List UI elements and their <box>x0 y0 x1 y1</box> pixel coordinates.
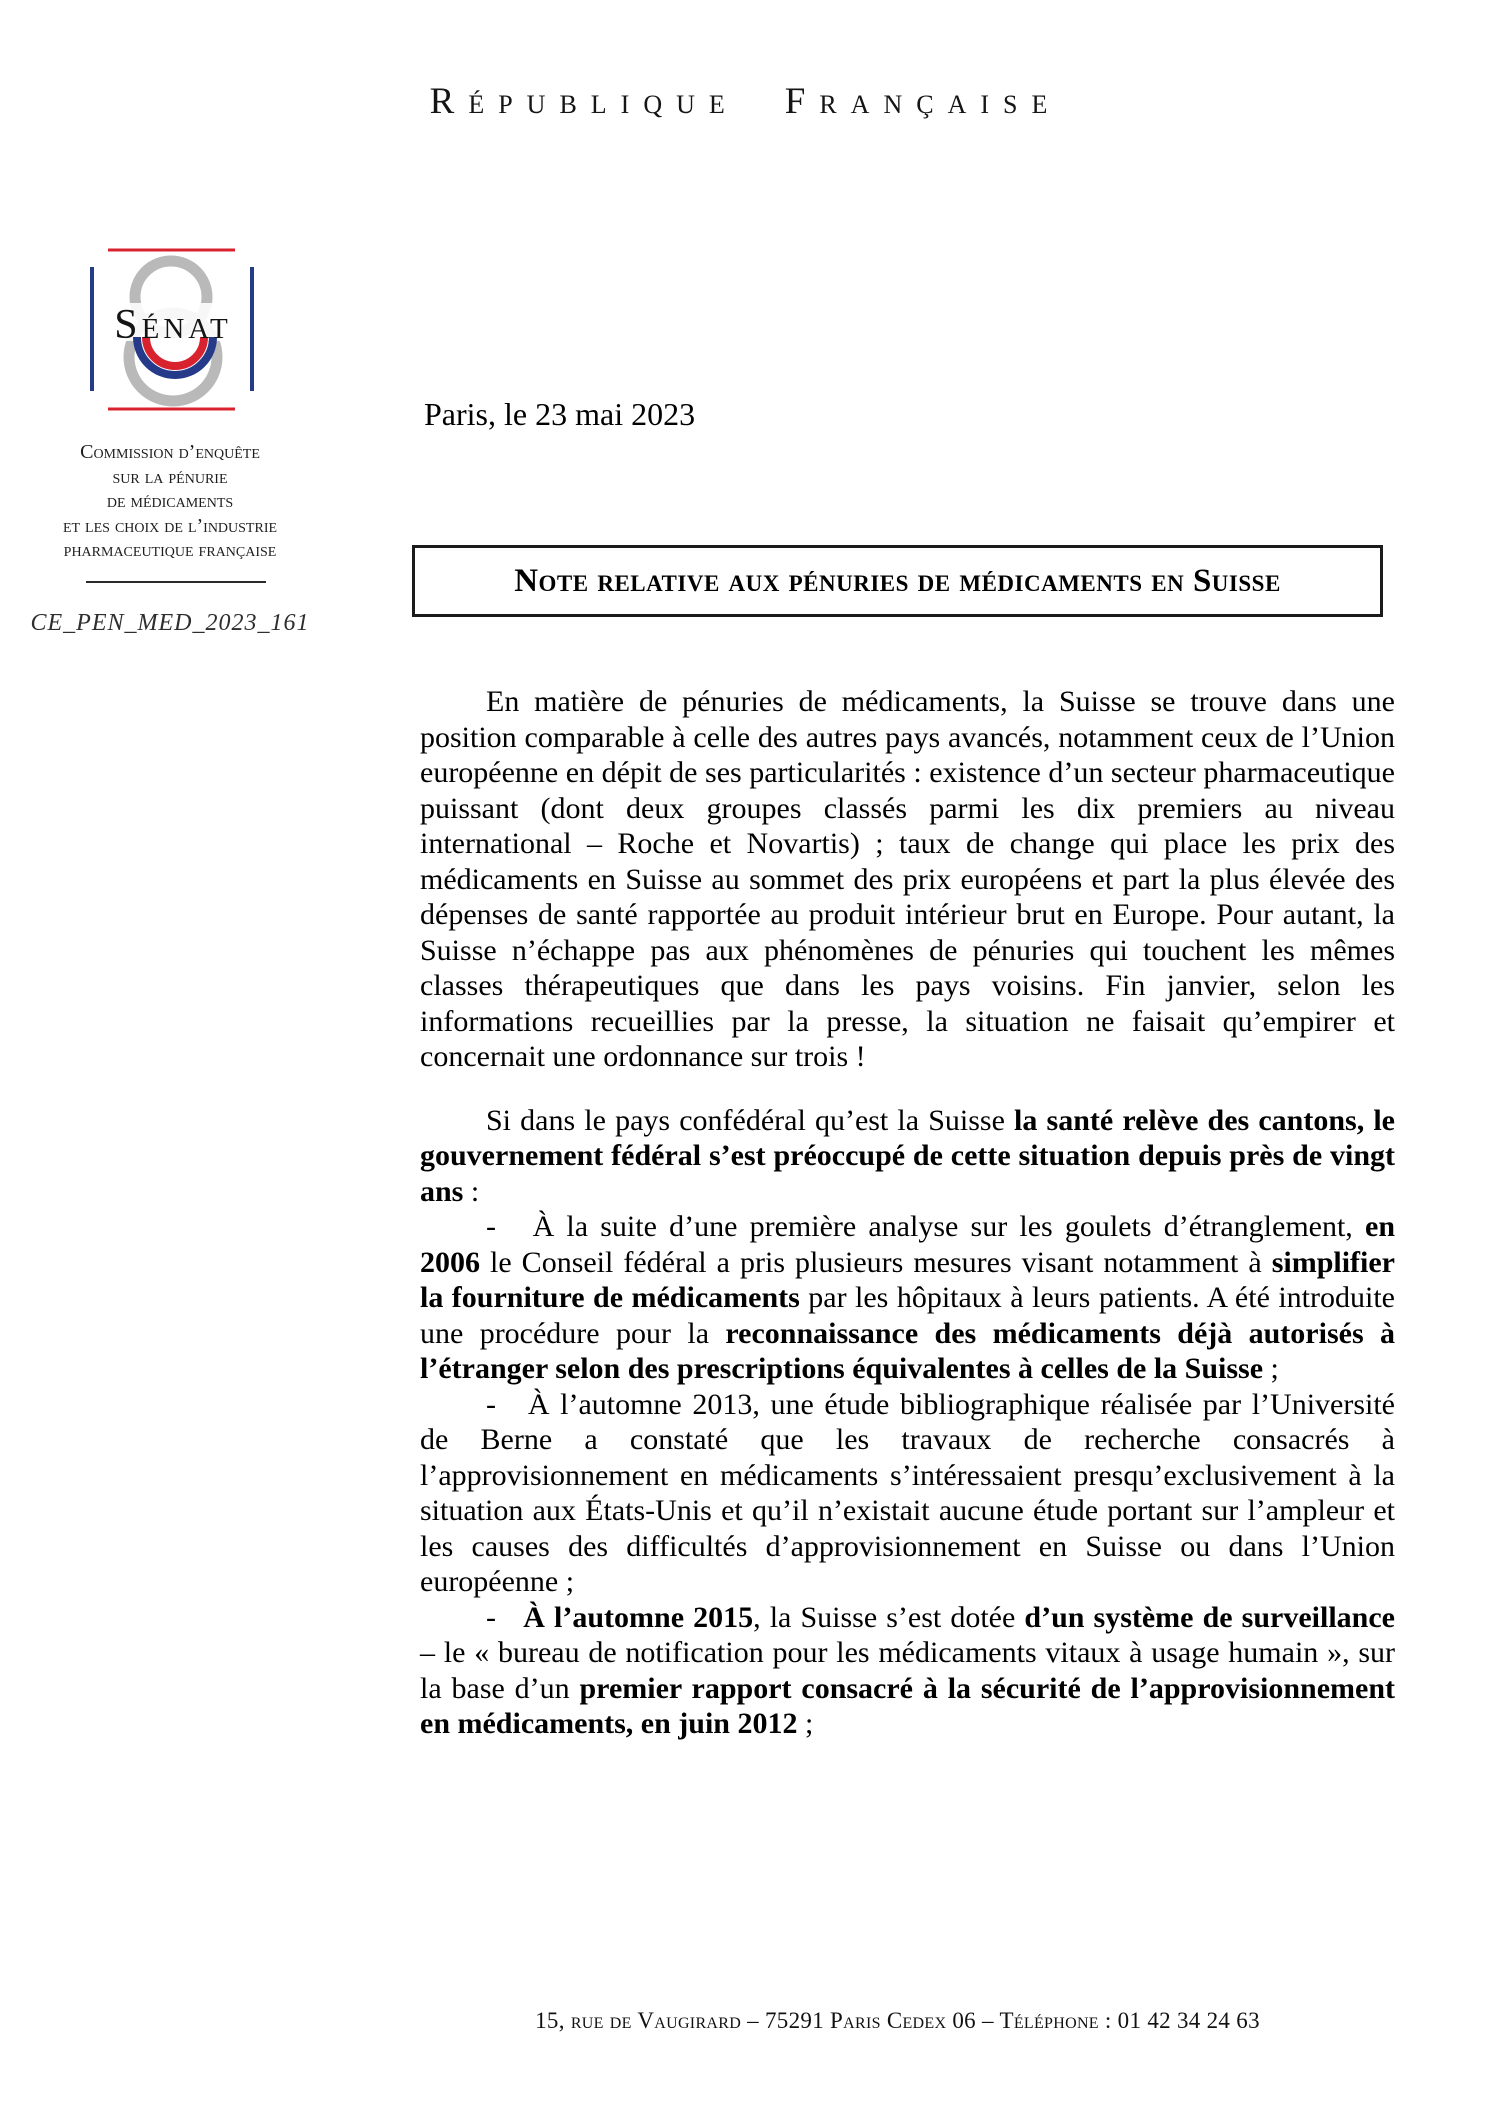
commission-line: et les choix de l’industrie <box>62 514 278 537</box>
commission-divider <box>86 581 266 583</box>
masthead-word-republique: République <box>429 81 739 122</box>
document-reference: CE_PEN_MED_2023_161 <box>30 610 310 636</box>
body-paragraphs <box>420 684 1395 1742</box>
paragraph: - À l’automne 2015, la Suisse s’est dotée d’un système de surveillance – le « bureau de notification pour les médicaments vitaux à usage humain », sur la base d’un premier rapport consacré à la sécurité de l’approvisionnement en médicaments, en juin 2012 ; <box>420 1600 1395 1740</box>
note-title: Note relative aux pénuries de médicaments en Suisse <box>514 562 1281 599</box>
commission-line: Commission d’enquête <box>80 441 260 463</box>
paragraph: Si dans le pays confédéral qu’est la Suisse la santé relève des cantons, le gouvernement fédéral s’est préoccupé de cette situation depuis près de vingt ans : <box>420 1103 1395 1208</box>
commission-line: de médicaments <box>106 490 234 512</box>
paragraph: - À la suite d’une première analyse sur les goulets d’étranglement, en 2006 le Conseil fédéral a pris plusieurs mesures visant notamment à simplifier la fourniture de médicaments par les hôpitaux à leurs patients. A été introduite une procédure pour la reconnaissance des médicaments déjà autorisés à l’étranger selon des prescriptions équivalentes à celles de la Suisse ; <box>420 1210 1395 1385</box>
paragraph: - À l’automne 2013, une étude bibliographique réalisée par l’Université de Berne a constaté que les travaux de recherche consacrés à l’approvisionnement en médicaments s’intéressaient presqu’exclusivement à la situation aux États-Unis et qu’il n’existait aucune étude portant sur l’ampleur et les causes des difficultés d’approvisionnement en Suisse ou dans l’Union européenne ; <box>420 1387 1395 1598</box>
masthead <box>0 80 1491 123</box>
masthead-word-francaise: Française <box>784 81 1062 122</box>
date-line: Paris, le 23 mai 2023 <box>424 396 696 432</box>
logo-wordmark: Sénat <box>114 302 232 348</box>
commission-block <box>16 440 324 563</box>
commission-line: pharmaceutique française <box>63 539 277 561</box>
senat-logo <box>89 245 255 413</box>
note-title-box <box>412 545 1383 617</box>
footer-address: 15, rue de Vaugirard – 75291 Paris Cedex 06 – Téléphone : 01 42 34 24 63 <box>535 2008 1260 2033</box>
paragraph: En matière de pénuries de médicaments, la Suisse se trouve dans une position comparable à celle des autres pays avancés, notamment ceux de l’Union européenne en dépit de ses particularités : existence d’un secteur pharmaceutique puissant (dont deux groupes classés parmi les dix premiers au niveau international – Roche et Novartis) ; taux de change qui place les prix des médicaments en Suisse au sommet des prix européens et part la plus élevée des dépenses de santé rapportée au produit intérieur brut en Europe. Pour autant, la Suisse n’échappe pas aux phénomènes de pénuries qui touchent les mêmes classes thérapeutiques que dans les pays voisins. Fin janvier, selon les informations recueillies par la presse, la situation ne faisait qu’empirer et concernait une ordonnance sur trois ! <box>420 685 1395 1073</box>
commission-line: sur la pénurie <box>112 465 228 488</box>
